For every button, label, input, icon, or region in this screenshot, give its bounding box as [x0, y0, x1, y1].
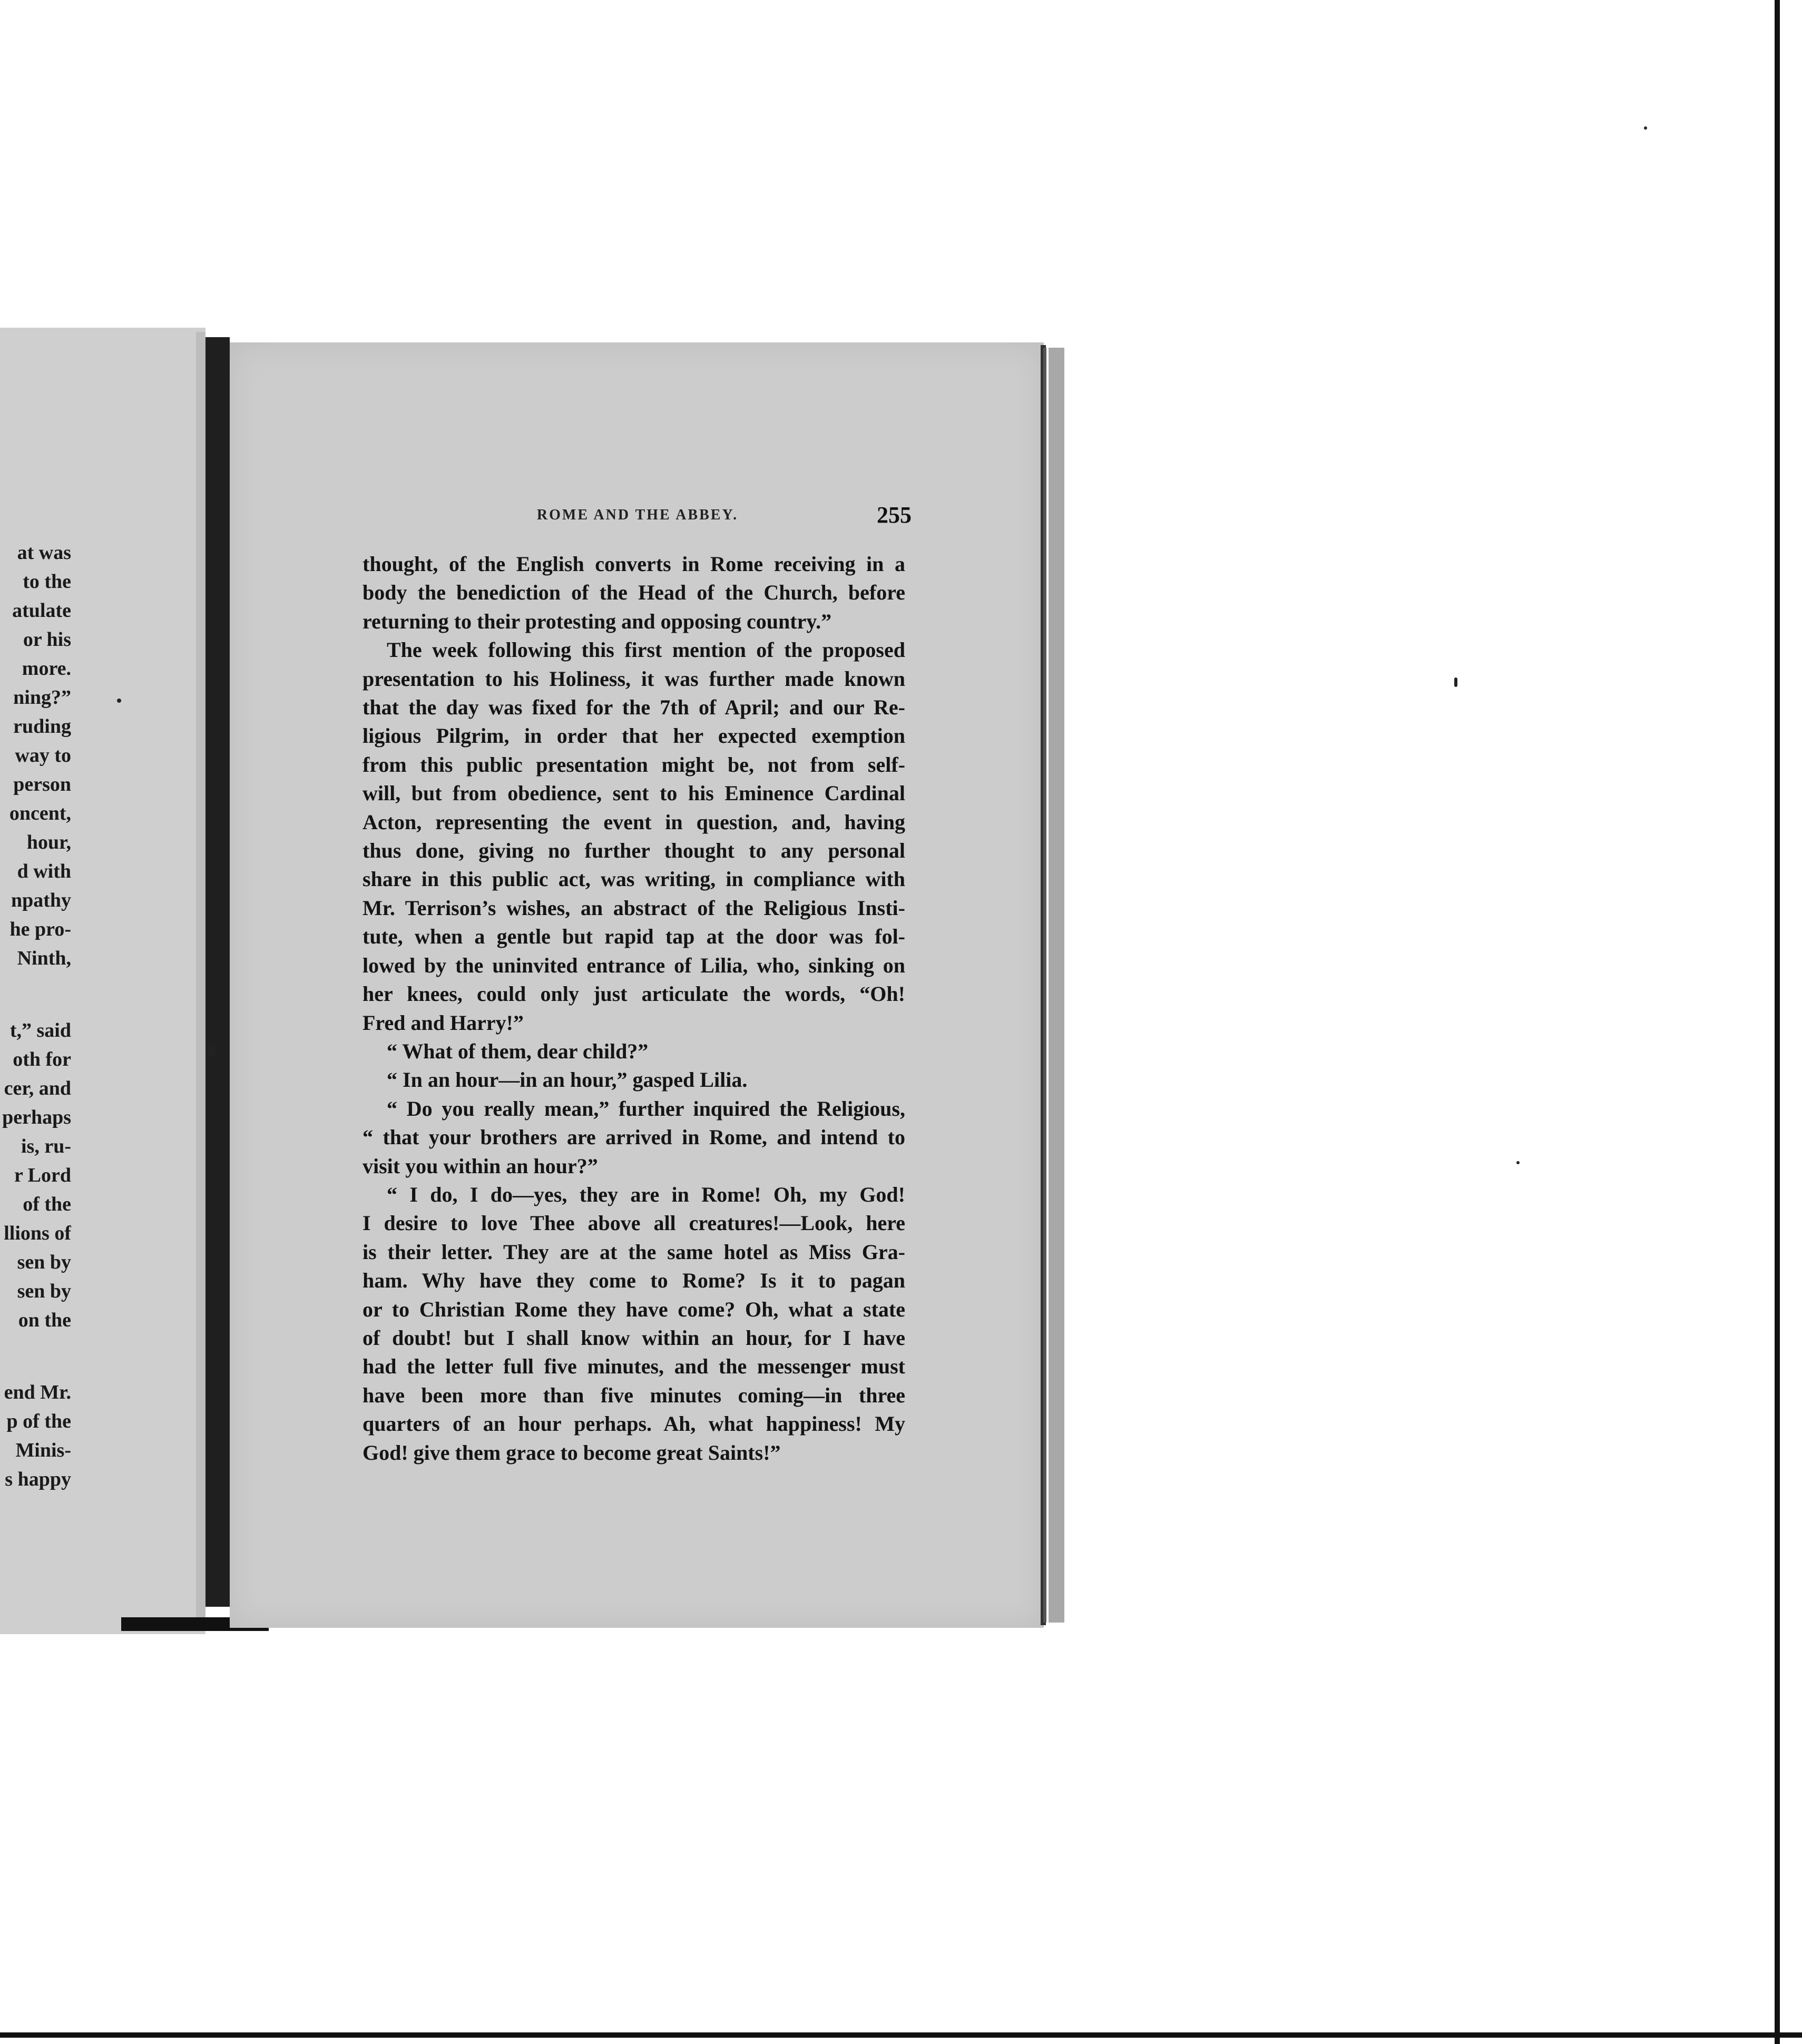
body-text-line: her knees, could only just articulate the words, “Oh!: [363, 982, 905, 1006]
left-page-line: end Mr.: [4, 1381, 71, 1403]
body-text-line: will, but from obedience, sent to his Eminence Cardinal: [363, 781, 905, 805]
body-text-line: ham. Why have they come to Rome? Is it to pagan: [363, 1269, 905, 1293]
body-text-line: returning to their protesting and opposing country.”: [363, 609, 832, 633]
body-text-line: lowed by the uninvited entrance of Lilia, who, sinking on: [363, 953, 905, 977]
body-text-line: The week following this first mention of the proposed: [387, 638, 905, 662]
page-block-edge-outer: [1049, 348, 1064, 1623]
left-page-line: s happy: [5, 1468, 71, 1490]
left-page: [0, 328, 205, 1634]
left-page-line: of the: [23, 1193, 71, 1215]
left-page-line: person: [13, 773, 71, 795]
left-page-line: more.: [22, 657, 71, 680]
body-text-line: of doubt! but I shall know within an hour, for I have: [363, 1325, 905, 1350]
body-text-line: God! give them grace to become great Saints!”: [363, 1440, 781, 1465]
body-text-line: thus done, giving no further thought to any personal: [363, 839, 905, 863]
body-text-line: “ I do, I do—yes, they are in Rome! Oh, my God!: [387, 1182, 905, 1206]
left-page-line: r Lord: [14, 1164, 71, 1186]
book-spine: [205, 337, 230, 1607]
dust-speck: [117, 699, 121, 703]
body-text-line: Acton, representing the event in question, and, having: [363, 810, 905, 834]
body-text-line: Fred and Harry!”: [363, 1010, 524, 1035]
page-block-edge-inner: [1043, 348, 1046, 1623]
film-frame-edge-bottom: [0, 2032, 1802, 2038]
left-page-line: he pro-: [9, 918, 71, 940]
body-text-line: is their letter. They are at the same hotel as Miss Gra-: [363, 1240, 905, 1264]
left-page-line: way to: [15, 744, 71, 766]
body-text-line: or to Christian Rome they have come? Oh, what a state: [363, 1297, 905, 1321]
left-page-line: at was: [17, 542, 71, 564]
body-text-line: from this public presentation might be, not from self-: [363, 752, 905, 777]
left-page-line: ning?”: [13, 686, 71, 709]
binding-gutter: [196, 332, 205, 1623]
left-page-line: [0, 973, 71, 1016]
left-page-line: [0, 1335, 71, 1378]
body-text-line: body the benediction of the Head of the Church, before: [363, 581, 905, 605]
left-page-line: hour,: [26, 831, 71, 853]
left-page-line: t,” said: [9, 1019, 71, 1041]
left-page-line: Minis-: [15, 1439, 71, 1461]
left-page-line: cer, and: [4, 1077, 71, 1099]
body-text-line: thought, of the English converts in Rome receiving in a: [363, 552, 905, 576]
body-text-line: ligious Pilgrim, in order that her expected exemption: [363, 724, 905, 748]
left-page-line: d with: [17, 860, 71, 882]
body-text-line: have been more than five minutes coming—in three: [363, 1383, 905, 1407]
left-page-line: llions of: [4, 1222, 71, 1244]
body-text-line: tute, when a gentle but rapid tap at the door was fol-: [363, 925, 905, 949]
body-text-line: that the day was fixed for the 7th of April; and our Re-: [363, 695, 905, 720]
left-page-line: oth for: [13, 1048, 71, 1070]
left-page-line: sen by: [17, 1280, 71, 1302]
body-text-line: Mr. Terrison’s wishes, an abstract of the Religious Insti-: [363, 896, 905, 920]
dust-speck: [1516, 1161, 1520, 1164]
left-page-line: p of the: [6, 1410, 71, 1432]
body-text-line: I desire to love Thee above all creatures!—Look, here: [363, 1211, 905, 1235]
left-page-line: sen by: [17, 1251, 71, 1273]
left-page-line: npathy: [11, 889, 71, 911]
dust-speck: [209, 1046, 216, 1057]
running-head: ROME AND THE ABBEY.: [536, 507, 739, 523]
body-text-line: “ In an hour—in an hour,” gasped Lilia.: [387, 1068, 748, 1092]
body-text-line: “ that your brothers are arrived in Rome, and intend to: [363, 1125, 905, 1149]
body-text-line: visit you within an hour?”: [363, 1154, 598, 1178]
body-text-line: had the letter full five minutes, and the messenger must: [363, 1354, 905, 1379]
left-page-line: is, ru-: [21, 1135, 71, 1157]
page-body-text: [363, 550, 905, 1467]
body-text-line: quarters of an hour perhaps. Ah, what happiness! My: [363, 1412, 905, 1436]
dust-speck: [1644, 126, 1647, 130]
left-page-line: perhaps: [2, 1106, 71, 1128]
body-text-line: share in this public act, was writing, in compliance with: [363, 867, 905, 891]
film-frame-edge-right: [1775, 0, 1780, 2044]
left-page-text-fragments: [0, 538, 71, 1494]
left-page-line: to the: [23, 571, 71, 593]
body-text-line: “ What of them, dear child?”: [387, 1039, 649, 1063]
left-page-line: atulate: [12, 600, 71, 622]
left-page-line: on the: [18, 1309, 71, 1331]
dust-speck: [1454, 677, 1457, 687]
left-page-line: or his: [23, 628, 71, 651]
left-page-line: Ninth,: [17, 947, 71, 969]
body-text-line: presentation to his Holiness, it was further made known: [363, 666, 905, 691]
page-number: 255: [877, 502, 912, 528]
left-page-line: oncent,: [9, 802, 71, 824]
body-text-line: “ Do you really mean,” further inquired the Religious,: [387, 1096, 905, 1121]
left-page-line: ruding: [13, 715, 71, 738]
